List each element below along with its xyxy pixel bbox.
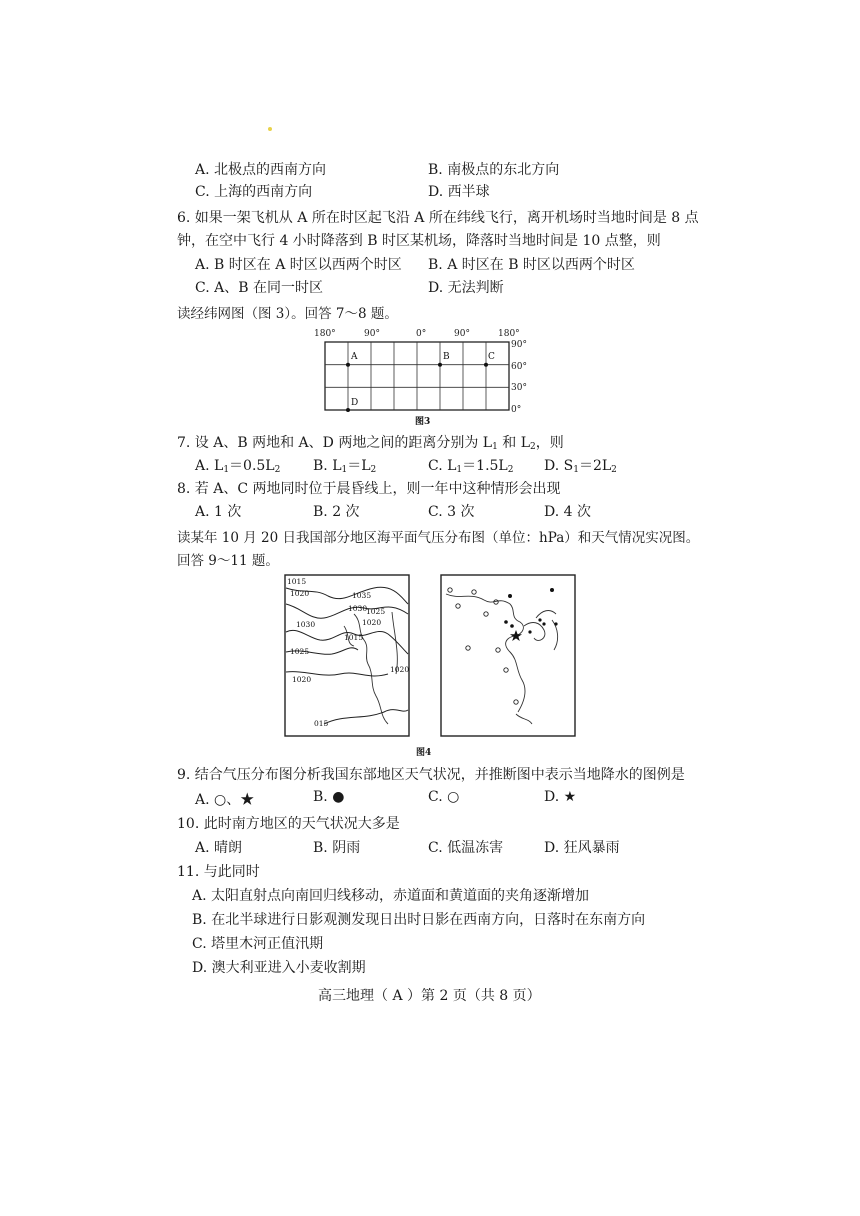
lon-label: 0° — [416, 329, 427, 339]
q5-option-a[interactable]: A. 北极点的西南方向 — [195, 162, 327, 178]
q10-stem: 10. 此时南方地区的天气状况大多是 — [177, 816, 400, 832]
q10-option-c[interactable]: C. 低温冻害 — [428, 840, 504, 856]
isobar-label: 1020 — [390, 665, 410, 674]
q6-option-d[interactable]: D. 无法判断 — [428, 280, 504, 296]
figure-3-lat-lon-grid — [308, 325, 538, 431]
lon-label: 180° — [314, 329, 336, 339]
q9-option-d[interactable]: D. ★ — [544, 789, 577, 805]
q7-stem: 7. 设 A、B 两地和 A、D 两地之间的距离分别为 $L_1$ 和 $L_2$，则 — [177, 435, 564, 452]
figure-4-caption: 图4 — [416, 748, 432, 758]
isobar-label: 1030 — [296, 620, 316, 629]
q6-option-c[interactable]: C. A、B 在同一时区 — [195, 280, 323, 296]
point-c-marker — [484, 363, 488, 367]
q7-option-b[interactable]: B. $L_1=L_2$ — [313, 458, 377, 475]
point-a-marker — [346, 363, 350, 367]
q7-option-c[interactable]: C. $L_1=1.5L_2$ — [428, 458, 514, 475]
q9-stem: 9. 结合气压分布图分析我国东部地区天气状况，并推断图中表示当地降水的图例是 — [177, 767, 685, 783]
q11-option-a[interactable]: A. 太阳直射点向南回归线移动，赤道面和黄道面的夹角逐渐增加 — [192, 888, 590, 904]
q11-option-b[interactable]: B. 在北半球进行日影观测发现日出时日影在西南方向，日落时在东南方向 — [192, 912, 646, 928]
isobar-label: 1035 — [352, 591, 372, 600]
q5-option-b[interactable]: B. 南极点的东北方向 — [428, 162, 560, 178]
figure-3-caption: 图3 — [415, 417, 431, 427]
q9-option-b[interactable]: B. ● — [313, 789, 345, 805]
point-a-label: A — [351, 352, 358, 362]
q6-option-a[interactable]: A. B 时区在 A 时区以西两个时区 — [195, 257, 402, 273]
q5-option-c[interactable]: C. 上海的西南方向 — [195, 184, 313, 200]
weather-map-frame — [441, 575, 575, 736]
lon-label: 90° — [454, 329, 470, 339]
point-c-label: C — [488, 352, 495, 362]
isobar-label: 1015 — [344, 633, 364, 642]
point-b-marker — [438, 363, 442, 367]
point-d-marker — [346, 408, 350, 412]
lat-label: 0° — [511, 405, 522, 415]
isobar-label: 1020 — [292, 675, 312, 684]
figure-4-pressure-map — [284, 574, 410, 741]
q9-option-c[interactable]: C. ○ — [428, 789, 460, 805]
intro-q7-8: 读经纬网图（图 3）。回答 7～8 题。 — [177, 306, 398, 322]
q6-option-b[interactable]: B. A 时区在 B 时区以西两个时区 — [428, 257, 635, 273]
q9-option-a[interactable]: A. ○、★ — [195, 792, 255, 808]
point-b-label: B — [443, 352, 450, 362]
q11-option-d[interactable]: D. 澳大利亚进入小麦收割期 — [192, 960, 366, 976]
scan-speck — [268, 127, 272, 131]
lat-label: 60° — [511, 362, 527, 372]
q10-option-b[interactable]: B. 阴雨 — [313, 840, 361, 856]
isobar-label: 1025 — [366, 607, 386, 616]
q7-option-d[interactable]: D. $S_1=2L_2$ — [544, 458, 617, 475]
q8-stem: 8. 若 A、C 两地同时位于晨昏线上，则一年中这种情形会出现 — [177, 481, 561, 497]
isobar-label: 1015 — [287, 577, 307, 586]
page-footer: 高三地理（ A ）第 2 页（共 8 页） — [318, 988, 541, 1004]
lat-label: 90° — [511, 340, 527, 350]
figure-4-weather-map — [440, 574, 576, 741]
isobar-label: 1020 — [290, 589, 310, 598]
q8-option-d[interactable]: D. 4 次 — [544, 504, 591, 520]
q5-option-d[interactable]: D. 西半球 — [428, 184, 490, 200]
intro-q9-11-line2: 回答 9～11 题。 — [177, 553, 279, 569]
q11-option-c[interactable]: C. 塔里木河正值汛期 — [192, 936, 324, 952]
q10-option-d[interactable]: D. 狂风暴雨 — [544, 840, 620, 856]
q6-stem-line1: 6. 如果一架飞机从 A 所在时区起飞沿 A 所在纬线飞行，离开机场时当地时间是 8 点 — [177, 210, 699, 226]
lon-label: 180° — [498, 329, 520, 339]
q7-option-a[interactable]: A. $L_1=0.5L_2$ — [195, 458, 281, 475]
isobar-label: 1020 — [362, 618, 382, 627]
point-d-label: D — [351, 398, 359, 408]
q11-stem: 11. 与此同时 — [177, 864, 260, 880]
lon-label: 90° — [364, 329, 380, 339]
isobar-label: 015 — [314, 719, 329, 728]
q8-option-b[interactable]: B. 2 次 — [313, 504, 360, 520]
q10-option-a[interactable]: A. 晴朗 — [195, 840, 243, 856]
q6-stem-line2: 钟，在空中飞行 4 小时降落到 B 时区某机场，降落时当地时间是 10 点整，则 — [177, 233, 661, 249]
lat-label: 30° — [511, 383, 527, 393]
isobar-label: 1030 — [348, 604, 368, 613]
q8-option-c[interactable]: C. 3 次 — [428, 504, 475, 520]
intro-q9-11-line1: 读某年 10 月 20 日我国部分地区海平面气压分布图（单位：hPa）和天气情况实况图。 — [177, 530, 700, 546]
isobar-label: 1025 — [290, 647, 310, 656]
q8-option-a[interactable]: A. 1 次 — [195, 504, 242, 520]
